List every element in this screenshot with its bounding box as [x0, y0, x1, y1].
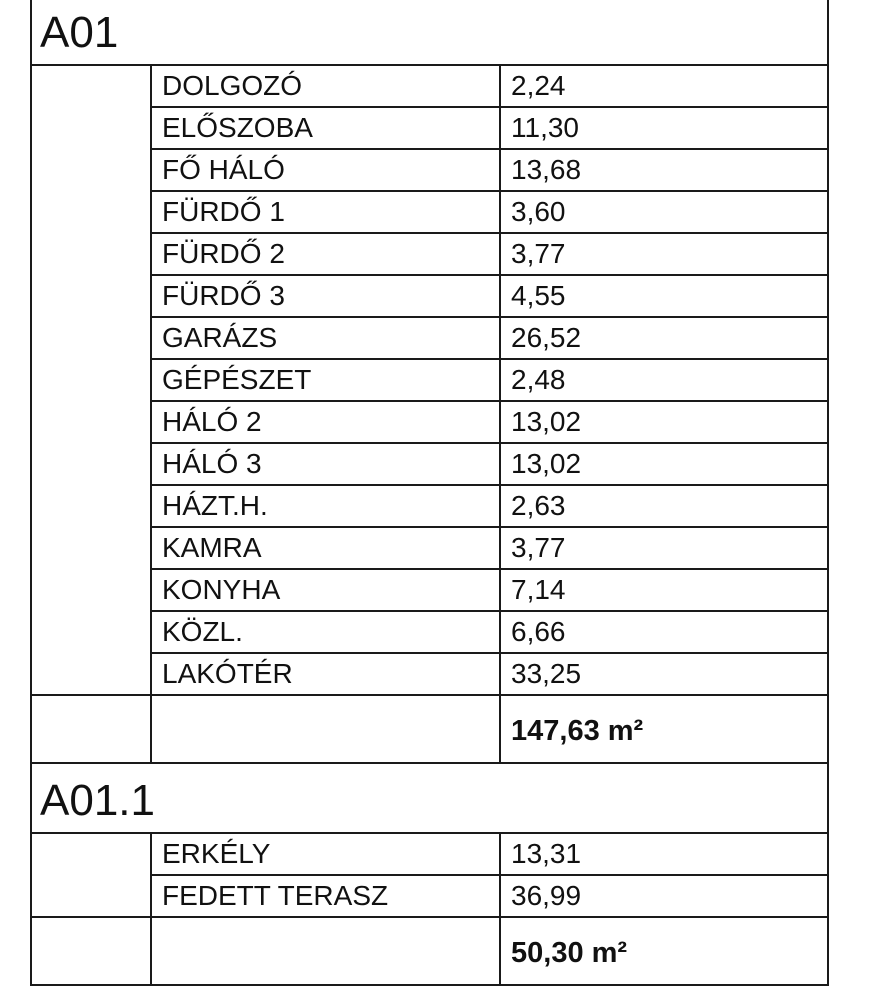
room-name: LAKÓTÉR [151, 653, 500, 695]
room-area: 2,63 [500, 485, 828, 527]
room-name: HÁLÓ 3 [151, 443, 500, 485]
room-name: FÜRDŐ 3 [151, 275, 500, 317]
room-name: FÜRDŐ 2 [151, 233, 500, 275]
room-area: 4,55 [500, 275, 828, 317]
room-name: FÜRDŐ 1 [151, 191, 500, 233]
room-name: KONYHA [151, 569, 500, 611]
table-row [31, 401, 828, 443]
section-code: A01.1 [31, 763, 828, 833]
room-name: ERKÉLY [151, 833, 500, 875]
room-area-schedule [30, 0, 827, 986]
room-area: 2,48 [500, 359, 828, 401]
room-area: 33,25 [500, 653, 828, 695]
table-row [31, 569, 828, 611]
room-area: 13,31 [500, 833, 828, 875]
area-table [30, 0, 829, 986]
indent-cell [31, 65, 151, 695]
room-name: HÁLÓ 2 [151, 401, 500, 443]
room-name: ELŐSZOBA [151, 107, 500, 149]
table-row [31, 107, 828, 149]
room-area: 2,24 [500, 65, 828, 107]
blank-cell [31, 695, 151, 763]
room-area: 13,02 [500, 401, 828, 443]
total-row [31, 695, 828, 763]
table-row [31, 527, 828, 569]
room-area: 7,14 [500, 569, 828, 611]
table-row [31, 65, 828, 107]
room-area: 26,52 [500, 317, 828, 359]
blank-cell [151, 917, 500, 985]
room-area: 3,77 [500, 233, 828, 275]
total-area: 50,30 m² [500, 917, 828, 985]
section-code: A01 [31, 0, 828, 65]
room-name: DOLGOZÓ [151, 65, 500, 107]
table-row [31, 443, 828, 485]
section-header [31, 763, 828, 833]
room-name: KAMRA [151, 527, 500, 569]
room-name: KÖZL. [151, 611, 500, 653]
room-name: GÉPÉSZET [151, 359, 500, 401]
table-row [31, 611, 828, 653]
table-row [31, 317, 828, 359]
blank-cell [151, 695, 500, 763]
room-area: 3,77 [500, 527, 828, 569]
total-area: 147,63 m² [500, 695, 828, 763]
table-row [31, 359, 828, 401]
room-area: 3,60 [500, 191, 828, 233]
room-area: 11,30 [500, 107, 828, 149]
section-header [31, 0, 828, 65]
room-area: 13,02 [500, 443, 828, 485]
table-row [31, 275, 828, 317]
room-area: 36,99 [500, 875, 828, 917]
table-row [31, 191, 828, 233]
table-row [31, 149, 828, 191]
total-row [31, 917, 828, 985]
indent-cell [31, 833, 151, 917]
room-name: FEDETT TERASZ [151, 875, 500, 917]
room-area: 13,68 [500, 149, 828, 191]
table-row [31, 233, 828, 275]
table-row [31, 875, 828, 917]
room-name: GARÁZS [151, 317, 500, 359]
blank-cell [31, 917, 151, 985]
room-name: FŐ HÁLÓ [151, 149, 500, 191]
room-name: HÁZT.H. [151, 485, 500, 527]
table-row [31, 653, 828, 695]
table-row [31, 833, 828, 875]
table-row [31, 485, 828, 527]
room-area: 6,66 [500, 611, 828, 653]
